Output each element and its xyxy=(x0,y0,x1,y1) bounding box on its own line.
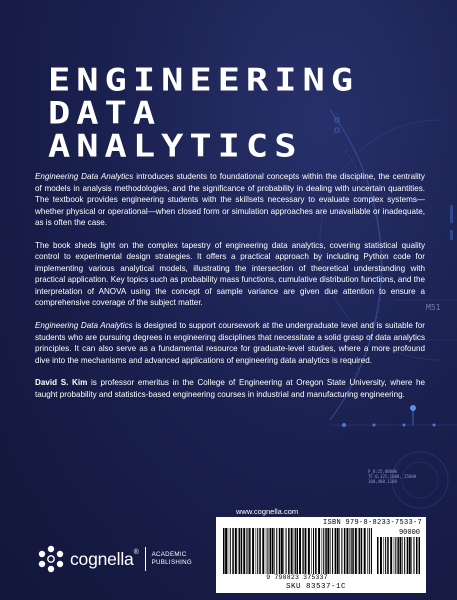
title-line-1: ENGINEERING xyxy=(48,61,360,99)
hud-readout-3: 100,400,1100 xyxy=(368,479,397,484)
title-line-2: DATA xyxy=(48,94,162,132)
title-line-3: ANALYTICS xyxy=(48,127,303,165)
barcode-label xyxy=(216,517,426,593)
price-code: 90000 xyxy=(398,529,420,537)
hud-readout-2: TF:0,325,1000, 2500H xyxy=(368,474,417,479)
logo-divider xyxy=(145,547,146,571)
description-paragraph-1: Engineering Data Analytics introduces students to foundational concepts within the discipline, the centrality of models in analysis methodologies, and the significance of probability in dealing with uncertain quantities. The textbook provides engineering students with the skillsets necessary to evaluate complex systems—whether physical or operational—when closed form or simulation approaches are unavailable or inadequate, as is often the case. xyxy=(35,172,425,228)
publisher-logo xyxy=(36,544,192,574)
ean-digits: 9 798823 375337 xyxy=(266,574,328,581)
ean-barcode xyxy=(222,528,372,574)
cognella-logo-icon xyxy=(36,544,66,574)
sku-text: SKU 83537-1C xyxy=(286,583,347,591)
isbn-text: ISBN 979-8-8233-7533-7 xyxy=(322,519,422,527)
hud-readout-1: P_0:25,0800W xyxy=(368,469,397,474)
author-bio: David S. Kim is professor emeritus in the College of Engineering at Oregon State University, where he taught probability and statistics-based engineering courses in industrial and manufacturing engineering. xyxy=(35,378,425,399)
logo-wordmark: cognella® xyxy=(70,548,139,569)
hud-label-m51: M51 xyxy=(426,303,441,312)
description-paragraph-3: Engineering Data Analytics is designed to support coursework at the undergraduate level and is suitable for students who are pursuing degrees in engineering disciplines that necessitate a solid grasp of data analytics principles. It can also serve as a fundamental resource for graduate-level studies, where a more profound dive into the mechanisms and advanced applications of engineering data analytics is required. xyxy=(35,321,425,365)
logo-subtitle: ACADEMIC PUBLISHING xyxy=(151,551,193,566)
book-title xyxy=(48,61,360,165)
addon-barcode xyxy=(376,537,420,574)
author-name: David S. Kim xyxy=(35,378,88,388)
description-paragraph-2: The book sheds light on the complex tapestry of engineering data analytics, covering statistical quality control to experimental design strategies. It offers a practical approach by including Python code for implementing various analytical models, illustrating the intersection of theoretical understanding with practical application. Key topics such as probability mass functions, cumulative distribution functions, and the interpretation of ANOVA using the concept of sample variance are given due attention to ensure a comprehensive coverage of the subject matter. xyxy=(35,240,425,308)
description-text xyxy=(35,171,425,411)
publisher-url[interactable]: www.cognella.com xyxy=(236,507,299,516)
